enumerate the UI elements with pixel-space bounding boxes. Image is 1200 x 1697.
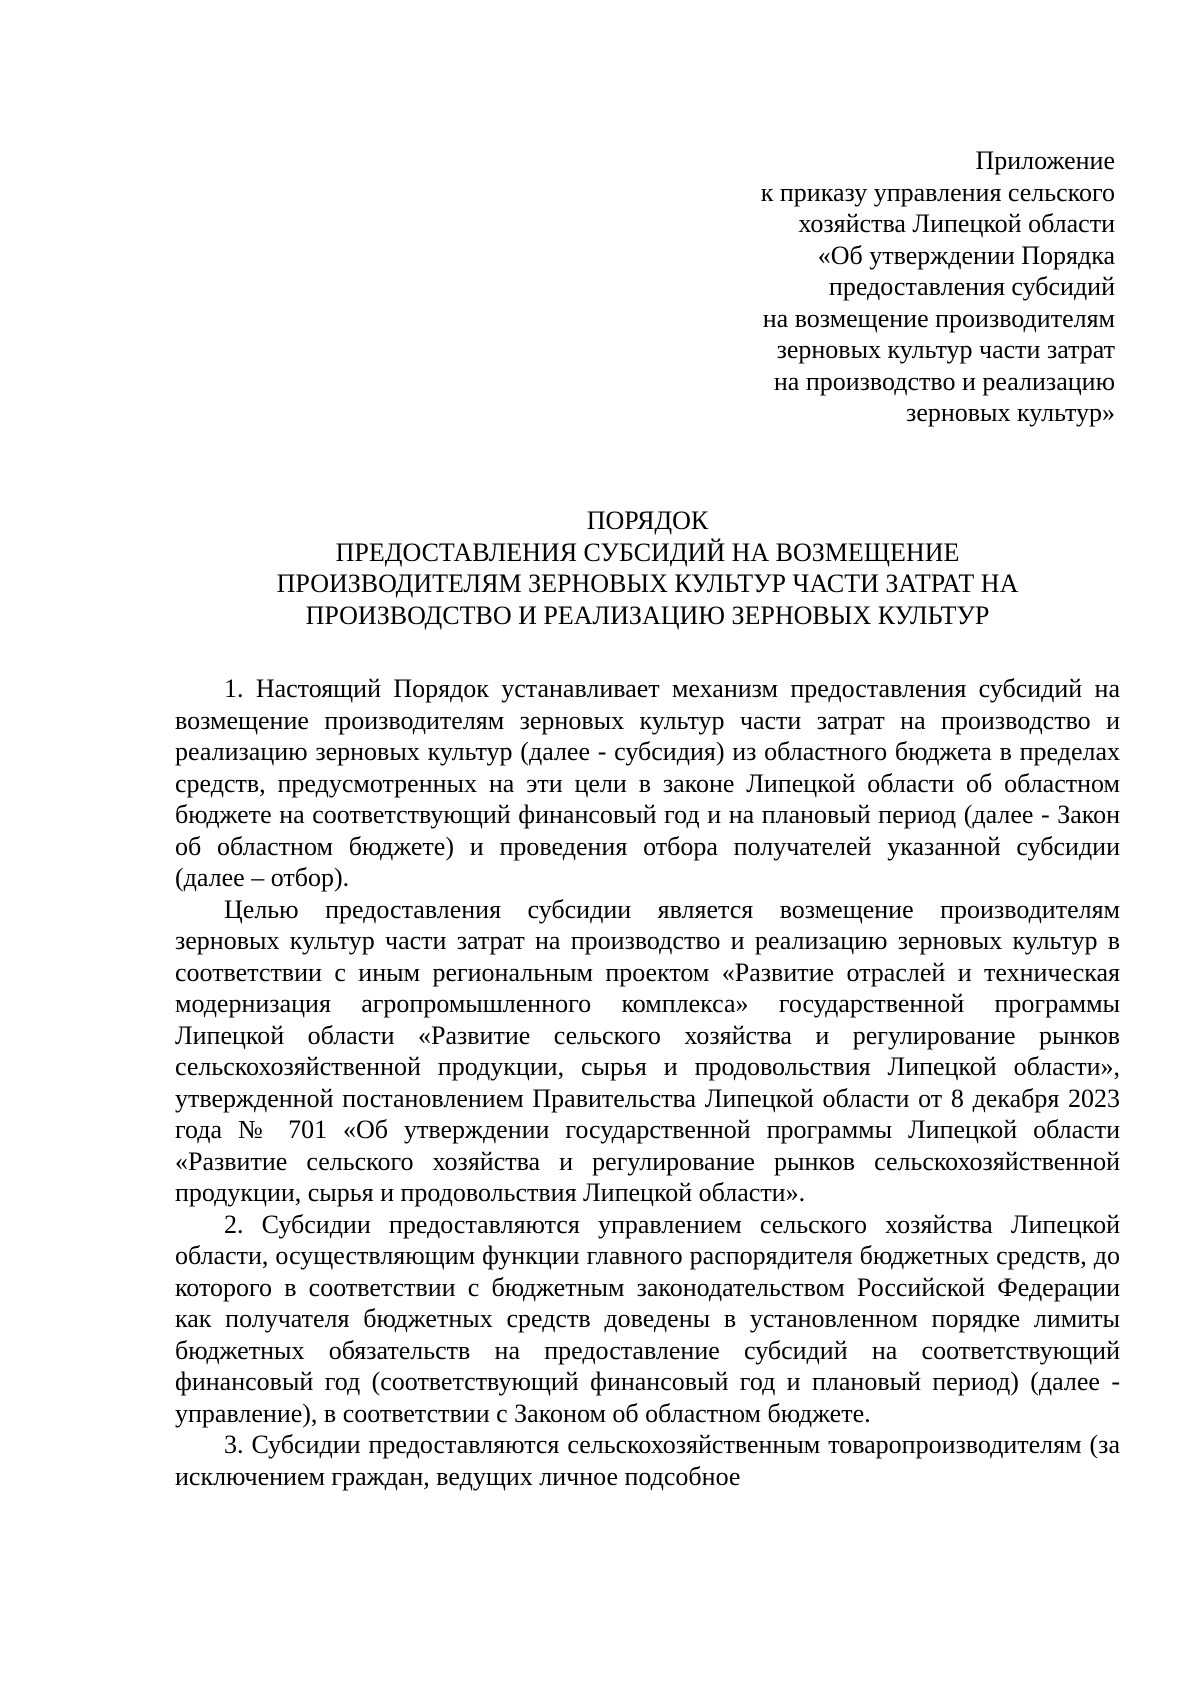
paragraph-3: 3. Субсидии предоставляются сельскохозяйственным товаропроизводителям (за исключением граждан, ведущих личное подсобное [175, 1430, 1120, 1491]
paragraph-1: 1. Настоящий Порядок устанавливает механизм предоставления субсидий на возмещение производителям зерновых культур части затрат на производство и реализацию зерновых культур (далее - субсидия) из областного бюджета в пределах средств, предусмотренных на эти цели в законе Липецкой области об областном бюджете на соответствующий финансовый год и на плановый период (далее - Закон об областном бюджете) и проведения отбора получателей указанной субсидии (далее – отбор). [175, 674, 1120, 892]
appendix-line: на возмещение производителям [762, 303, 1115, 333]
paragraph-goal: Целью предоставления субсидии является возмещение производителям зерновых культур части затрат на производство и реализацию зерновых культур в соответствии с иным региональным проектом «Развитие отраслей и техническая модернизация агропромышленного комплекса» государственной программы Липецкой области «Развитие сельского хозяйства и регулирование рынков сельскохозяйственной продукции, сырья и продовольствия Липецкой области», утвержденной постановлением Правительства Липецкой области от 8 декабря 2023 года № 701 «Об утверждении государственной программы Липецкой области «Развитие сельского хозяйства и регулирование рынков сельскохозяйственной продукции, сырья и продовольствия Липецкой области». [175, 894, 1120, 1207]
appendix-line: Приложение [975, 146, 1115, 175]
appendix-line: зерновых культур» [906, 398, 1115, 427]
document-title [175, 505, 1120, 631]
appendix-line: «Об утверждении Порядка [817, 240, 1115, 270]
appendix-line: предоставления субсидий [828, 272, 1115, 301]
title-line: ПРЕДОСТАВЛЕНИЯ СУБСИДИЙ НА ВОЗМЕЩЕНИЕ [335, 537, 960, 567]
title-line: ПРОИЗВОДИТЕЛЯМ ЗЕРНОВЫХ КУЛЬТУР ЧАСТИ ЗАТРАТ НА [276, 569, 1019, 598]
paragraph-2: 2. Субсидии предоставляются управлением сельского хозяйства Липецкой области, осуществляющим функции главного распорядителя бюджетных средств, до которого в соответствии с бюджетным законодательством Российской Федерации как получателя бюджетных средств доведены в установленном порядке лимиты бюджетных обязательств на предоставление субсидий на соответствующий финансовый год (соответствующий финансовый год и плановый период) (далее - управление), в соответствии с Законом об областном бюджете. [175, 1209, 1120, 1428]
appendix-header [555, 145, 1115, 429]
appendix-line: к приказу управления сельского [760, 177, 1115, 207]
appendix-line: на производство и реализацию [773, 366, 1115, 396]
title-line: ПОРЯДОК [586, 506, 709, 535]
title-line: ПРОИЗВОДСТВО И РЕАЛИЗАЦИЮ ЗЕРНОВЫХ КУЛЬТУР [305, 600, 990, 630]
appendix-line: зерновых культур части затрат [776, 335, 1115, 364]
appendix-line: хозяйства Липецкой области [798, 209, 1115, 238]
document-body [175, 673, 1120, 1492]
